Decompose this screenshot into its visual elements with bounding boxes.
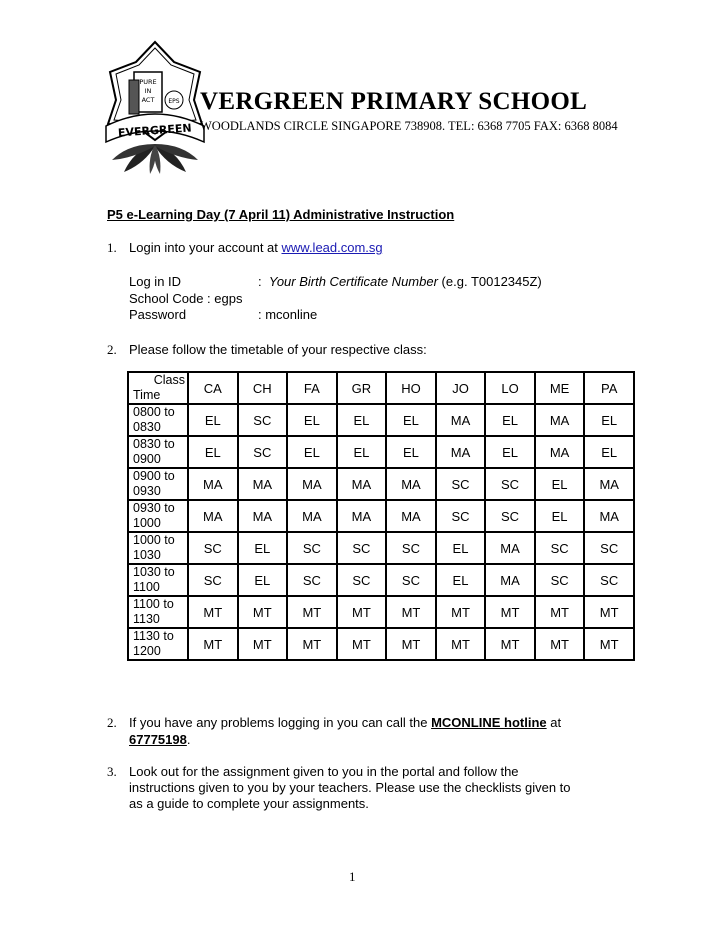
school-name: VERGREEN PRIMARY SCHOOL bbox=[200, 88, 588, 115]
subject-cell: SC bbox=[337, 532, 387, 564]
subject-cell: MA bbox=[535, 436, 585, 468]
subject-cell: MT bbox=[485, 596, 535, 628]
time-slot-text: 1200 bbox=[133, 644, 161, 658]
subject-cell: SC bbox=[436, 500, 486, 532]
subject-cell: EL bbox=[337, 436, 387, 468]
subject-cell: EL bbox=[188, 436, 238, 468]
class-header-lo: LO bbox=[485, 372, 535, 404]
subject-cell: SC bbox=[584, 532, 634, 564]
table-row bbox=[128, 532, 634, 564]
item-number: 2. bbox=[107, 715, 117, 730]
item-number: 2. bbox=[107, 342, 117, 357]
crest-motto-1: PURE bbox=[139, 78, 157, 86]
time-slot-text: 1100 to bbox=[133, 597, 174, 611]
table-row bbox=[128, 596, 634, 628]
crest-motto-3: ACT bbox=[141, 96, 155, 104]
subject-cell: MA bbox=[485, 532, 535, 564]
subject-cell: MA bbox=[188, 500, 238, 532]
subject-cell: MA bbox=[337, 500, 387, 532]
subject-cell: MT bbox=[238, 628, 288, 660]
subject-cell: EL bbox=[287, 436, 337, 468]
page-number: 1 bbox=[349, 869, 356, 884]
subject-cell: MT bbox=[436, 596, 486, 628]
subject-cell: EL bbox=[436, 564, 486, 596]
subject-cell: EL bbox=[535, 468, 585, 500]
time-slot-cell bbox=[128, 436, 188, 468]
login-id-italic: Your Birth Certificate Number bbox=[268, 274, 438, 289]
table-row bbox=[128, 436, 634, 468]
subject-cell: MT bbox=[584, 596, 634, 628]
subject-cell: EL bbox=[584, 436, 634, 468]
subject-cell: MT bbox=[337, 628, 387, 660]
subject-cell: SC bbox=[188, 564, 238, 596]
item-number: 3. bbox=[107, 764, 117, 779]
class-header-ho: HO bbox=[386, 372, 436, 404]
subject-cell: MA bbox=[386, 468, 436, 500]
time-slot-cell bbox=[128, 404, 188, 436]
time-slot-cell bbox=[128, 500, 188, 532]
login-instruction-text: Login into your account at bbox=[129, 240, 282, 255]
school-crest-logo bbox=[104, 40, 206, 176]
time-slot-text: 0930 to bbox=[133, 501, 175, 515]
document-title: P5 e-Learning Day (7 April 11) Administrative Instruction bbox=[107, 207, 455, 222]
crest-book-label: EPS bbox=[168, 98, 180, 105]
password-value: : mconline bbox=[258, 307, 318, 322]
table-row bbox=[128, 468, 634, 500]
hotline-phone-line bbox=[129, 731, 190, 748]
subject-cell: SC bbox=[337, 564, 387, 596]
time-slot-text: 0900 bbox=[133, 452, 161, 466]
subject-cell: SC bbox=[188, 532, 238, 564]
subject-cell: MA bbox=[287, 468, 337, 500]
time-slot-cell bbox=[128, 532, 188, 564]
subject-cell: EL bbox=[287, 404, 337, 436]
table-row bbox=[128, 404, 634, 436]
subject-cell: EL bbox=[535, 500, 585, 532]
time-slot-cell bbox=[128, 596, 188, 628]
subject-cell: MT bbox=[436, 628, 486, 660]
class-header-pa: PA bbox=[584, 372, 634, 404]
subject-cell: MA bbox=[386, 500, 436, 532]
subject-cell: SC bbox=[287, 532, 337, 564]
time-slot-cell bbox=[128, 468, 188, 500]
subject-cell: SC bbox=[535, 532, 585, 564]
login-id-sep: : bbox=[258, 274, 262, 289]
hotline-text-end: at bbox=[546, 715, 562, 730]
login-instruction bbox=[129, 239, 383, 256]
time-slot-text: 0830 bbox=[133, 420, 161, 434]
subject-cell: SC bbox=[238, 436, 288, 468]
item-number: 1. bbox=[107, 240, 117, 255]
subject-cell: MT bbox=[337, 596, 387, 628]
hotline-phone-suffix: . bbox=[186, 732, 191, 747]
time-slot-text: 0830 to bbox=[133, 437, 175, 451]
subject-cell: MA bbox=[337, 468, 387, 500]
class-header-gr: GR bbox=[337, 372, 387, 404]
subject-cell: EL bbox=[584, 404, 634, 436]
assignment-instruction-line3: as a guide to complete your assignments. bbox=[129, 796, 369, 811]
subject-cell: MA bbox=[188, 468, 238, 500]
subject-cell: SC bbox=[535, 564, 585, 596]
subject-cell: EL bbox=[188, 404, 238, 436]
subject-cell: EL bbox=[238, 532, 288, 564]
time-slot-text: 0800 to bbox=[133, 405, 175, 419]
time-slot-text: 1000 to bbox=[133, 533, 175, 547]
subject-cell: EL bbox=[238, 564, 288, 596]
time-slot-text: 1130 to bbox=[133, 629, 174, 643]
subject-cell: MA bbox=[238, 500, 288, 532]
timetable-corner-cell bbox=[128, 372, 188, 404]
time-slot-text: 0900 to bbox=[133, 469, 175, 483]
subject-cell: SC bbox=[485, 500, 535, 532]
lead-website-link[interactable]: www.lead.com.sg bbox=[281, 240, 383, 255]
subject-cell: EL bbox=[485, 436, 535, 468]
login-id-example: (e.g. T0012345Z) bbox=[437, 274, 542, 289]
class-header-fa: FA bbox=[287, 372, 337, 404]
time-slot-text: 1000 bbox=[133, 516, 161, 530]
table-row bbox=[128, 628, 634, 660]
time-slot-cell bbox=[128, 564, 188, 596]
class-header-ca: CA bbox=[188, 372, 238, 404]
hotline-label: MCONLINE hotline bbox=[431, 715, 547, 730]
subject-cell: MA bbox=[485, 564, 535, 596]
school-code: School Code : egps bbox=[129, 291, 243, 306]
subject-cell: MT bbox=[386, 596, 436, 628]
login-id-label: Log in ID bbox=[129, 274, 182, 289]
subject-cell: MA bbox=[238, 468, 288, 500]
subject-cell: MA bbox=[436, 404, 486, 436]
crest-banner-text: EVERGREEN bbox=[117, 121, 192, 140]
timetable bbox=[127, 371, 635, 661]
subject-cell: SC bbox=[485, 468, 535, 500]
hotline-text: If you have any problems logging in you can call the bbox=[129, 715, 432, 730]
subject-cell: MA bbox=[584, 500, 634, 532]
time-slot-text: 0930 bbox=[133, 484, 161, 498]
subject-cell: MT bbox=[485, 628, 535, 660]
subject-cell: MA bbox=[535, 404, 585, 436]
subject-cell: EL bbox=[386, 404, 436, 436]
class-header-ch: CH bbox=[238, 372, 288, 404]
timetable-header-row bbox=[128, 372, 634, 404]
time-slot-text: 1030 to bbox=[133, 565, 175, 579]
school-address: WOODLANDS CIRCLE SINGAPORE 738908. TEL: 6368 7705 FAX: 6368 8084 bbox=[200, 119, 618, 133]
subject-cell: SC bbox=[386, 564, 436, 596]
subject-cell: MT bbox=[535, 596, 585, 628]
subject-cell: MT bbox=[188, 596, 238, 628]
class-header-jo: JO bbox=[436, 372, 486, 404]
subject-cell: MA bbox=[287, 500, 337, 532]
time-slot-cell bbox=[128, 628, 188, 660]
subject-cell: SC bbox=[386, 532, 436, 564]
subject-cell: MA bbox=[436, 436, 486, 468]
subject-cell: SC bbox=[584, 564, 634, 596]
assignment-instruction-line2: instructions given to you by your teachers. Please use the checklists given to bbox=[129, 780, 571, 795]
assignment-instruction-line1: Look out for the assignment given to you in the portal and follow the bbox=[129, 764, 519, 779]
subject-cell: MT bbox=[287, 596, 337, 628]
table-row bbox=[128, 500, 634, 532]
subject-cell: SC bbox=[238, 404, 288, 436]
table-row bbox=[128, 564, 634, 596]
class-header-me: ME bbox=[535, 372, 585, 404]
subject-cell: EL bbox=[386, 436, 436, 468]
subject-cell: MA bbox=[584, 468, 634, 500]
hotline-instruction bbox=[129, 714, 561, 731]
subject-cell: MT bbox=[188, 628, 238, 660]
subject-cell: SC bbox=[436, 468, 486, 500]
crest-motto-2: IN bbox=[144, 87, 152, 95]
time-slot-text: 1130 bbox=[133, 612, 160, 626]
subject-cell: MT bbox=[535, 628, 585, 660]
subject-cell: MT bbox=[386, 628, 436, 660]
subject-cell: EL bbox=[337, 404, 387, 436]
corner-time-label: Time bbox=[133, 388, 161, 402]
timetable-instruction: Please follow the timetable of your respective class: bbox=[129, 342, 427, 357]
time-slot-text: 1030 bbox=[133, 548, 161, 562]
subject-cell: MT bbox=[584, 628, 634, 660]
login-id-value bbox=[258, 273, 542, 290]
subject-cell: SC bbox=[287, 564, 337, 596]
password-label: Password bbox=[129, 307, 187, 322]
subject-cell: MT bbox=[287, 628, 337, 660]
subject-cell: EL bbox=[436, 532, 486, 564]
time-slot-text: 1100 bbox=[133, 580, 160, 594]
hotline-phone: 67775198 bbox=[129, 732, 187, 747]
corner-class-label: Class bbox=[153, 373, 185, 387]
subject-cell: MT bbox=[238, 596, 288, 628]
subject-cell: EL bbox=[485, 404, 535, 436]
